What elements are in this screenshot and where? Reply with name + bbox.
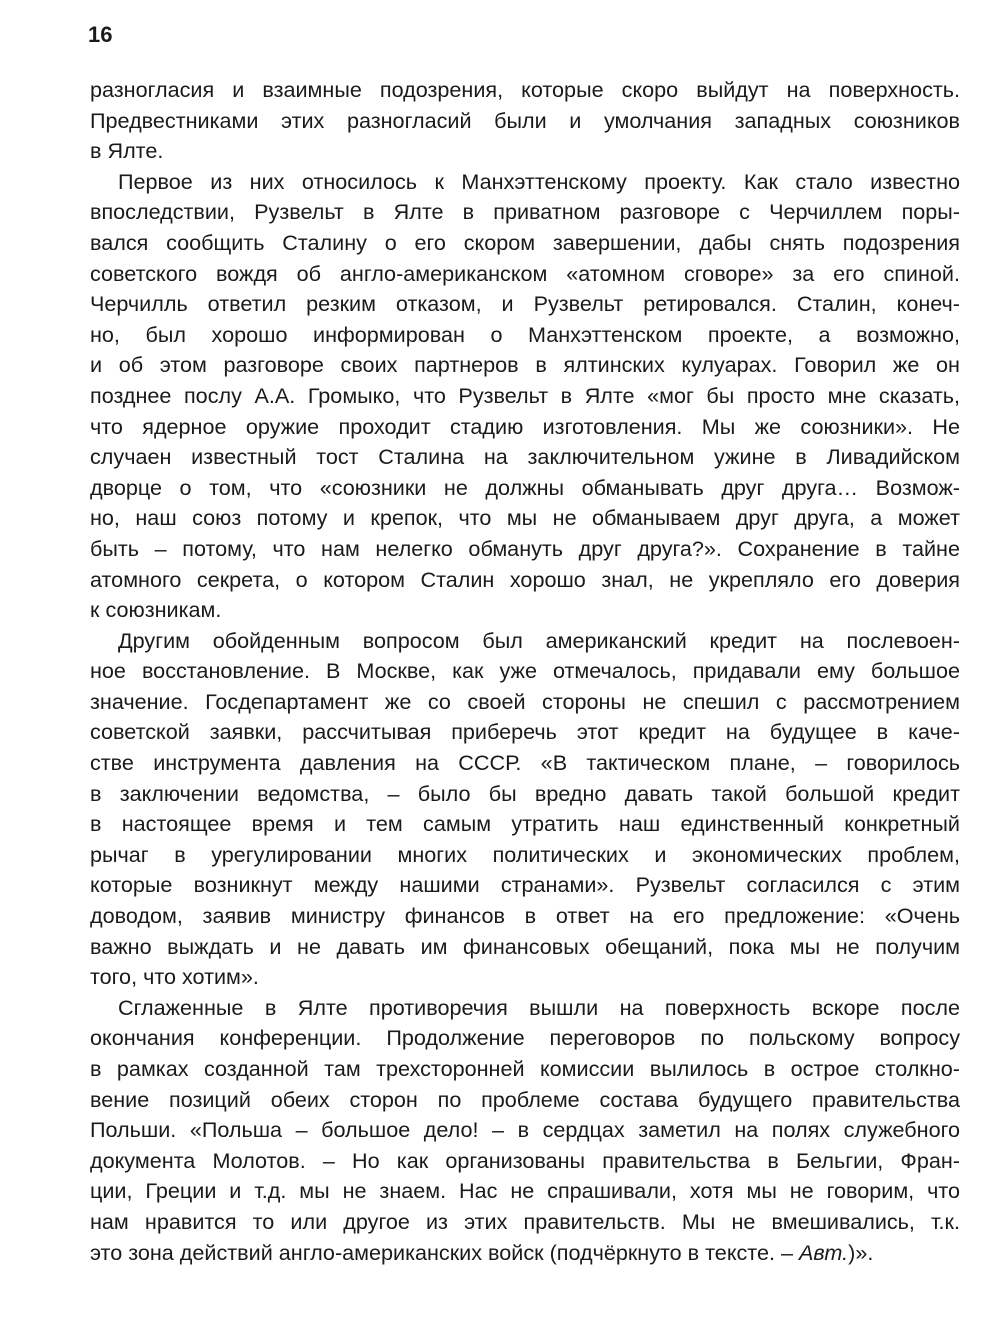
text-line: Первое из них относилось к Манхэттенскому проекту. Как стало известно xyxy=(118,168,960,194)
text-line: важно выждать и не давать им финансовых обещаний, пока мы не получим xyxy=(90,933,960,959)
text-line: случаен известный тост Сталина на заключительном ужине в Ливадийском xyxy=(90,444,960,470)
text-line: позднее послу А.А. Громыко, что Рузвельт в Ялте «мог бы просто мне сказать, xyxy=(90,382,960,408)
text-line: Черчилль ответил резким отказом, и Рузвельт ретировался. Сталин, конеч- xyxy=(90,291,960,317)
text-line: в заключении ведомства, – было бы вредно давать такой большой кредит xyxy=(90,780,960,806)
page-number: 16 xyxy=(88,22,113,47)
text-line: которые возникнут между нашими странами». Рузвельт согласился с этим xyxy=(90,872,960,898)
text-line: в рамках созданной там трехсторонней комиссии вылилось в острое столкно- xyxy=(90,1056,960,1081)
text-fragment: )». xyxy=(848,1239,874,1265)
text-line: вался сообщить Сталину о его скором завершении, дабы снять подозрения xyxy=(90,229,960,255)
text-line: ное восстановление. В Москве, как уже отмечалось, придавали ему большое xyxy=(90,658,960,684)
text-line: впоследствии, Рузвельт в Ялте в приватном разговоре с Черчиллем поры- xyxy=(90,199,960,225)
text-fragment: это зона действий англо-американских войск (подчёркнуто в тексте. – xyxy=(90,1239,799,1265)
text-line: к союзникам. xyxy=(90,597,222,623)
text-line: но, наш союз потому и крепок, что мы не обманываем друг друга, а может xyxy=(90,505,960,531)
text-line: советского вождя об англо-американском «атомном сговоре» за его спиной. xyxy=(90,260,960,286)
text-line: Польши. «Польша – большое дело! – в сердцах заметил на полях служебного xyxy=(90,1117,960,1143)
text-line: вение позиций обеих сторон по проблеме состава будущего правительства xyxy=(90,1086,960,1112)
author-note: Авт. xyxy=(798,1239,849,1265)
text-line xyxy=(90,1238,960,1269)
text-line: но, был хорошо информирован о Манхэттенском проекте, а возможно, xyxy=(90,321,960,347)
text-line: ции, Греции и т.д. мы не знаем. Нас не спрашивали, хотя мы не говорим, что xyxy=(90,1178,960,1204)
text-line: в настоящее время и тем самым утратить наш единственный конкретный xyxy=(90,811,960,837)
text-line: документа Молотов. – Но как организованы правительства в Бельгии, Фран- xyxy=(90,1147,960,1173)
text-line: разногласия и взаимные подозрения, которые скоро выйдут на поверхность. xyxy=(90,77,960,102)
text-line: Предвестниками этих разногласий были и умолчания западных союзников xyxy=(90,107,960,133)
body-text xyxy=(90,75,960,1268)
text-line: рычаг в урегулировании многих политических и экономических проблем, xyxy=(90,841,960,867)
text-line: того, что хотим». xyxy=(90,964,259,990)
text-line: и об этом разговоре своих партнеров в ялтинских кулуарах. Говорил же он xyxy=(90,352,960,378)
text-line: быть – потому, что нам нелегко обмануть друг друга?». Сохранение в тайне xyxy=(90,535,960,561)
text-line: значение. Госдепартамент же со своей стороны не спешил с рассмотрением xyxy=(90,688,960,714)
text-line: стве инструмента давления на СССР. «В тактическом плане, – говорилось xyxy=(90,750,960,776)
text-line: атомного секрета, о котором Сталин хорошо знал, не укрепляло его доверия xyxy=(90,566,960,592)
text-line: доводом, заявив министру финансов в ответ на его предложение: «Очень xyxy=(90,903,960,929)
text-line: дворце о том, что «союзники не должны обманывать друг друга… Возмож- xyxy=(90,474,960,500)
text-line: окончания конференции. Продолжение переговоров по польскому вопросу xyxy=(90,1025,960,1051)
text-line: в Ялте. xyxy=(90,138,164,164)
text-line: что ядерное оружие проходит стадию изготовления. Мы же союзники». Не xyxy=(90,413,960,439)
text-line: Другим обойденным вопросом был американский кредит на послевоен- xyxy=(118,627,960,653)
text-line: советской заявки, рассчитывая приберечь этот кредит на будущее в каче- xyxy=(90,719,960,745)
text-line: нам нравится то или другое из этих правительств. Мы не вмешивались, т.к. xyxy=(90,1208,960,1234)
text-line: Сглаженные в Ялте противоречия вышли на поверхность вскоре после xyxy=(118,994,960,1020)
